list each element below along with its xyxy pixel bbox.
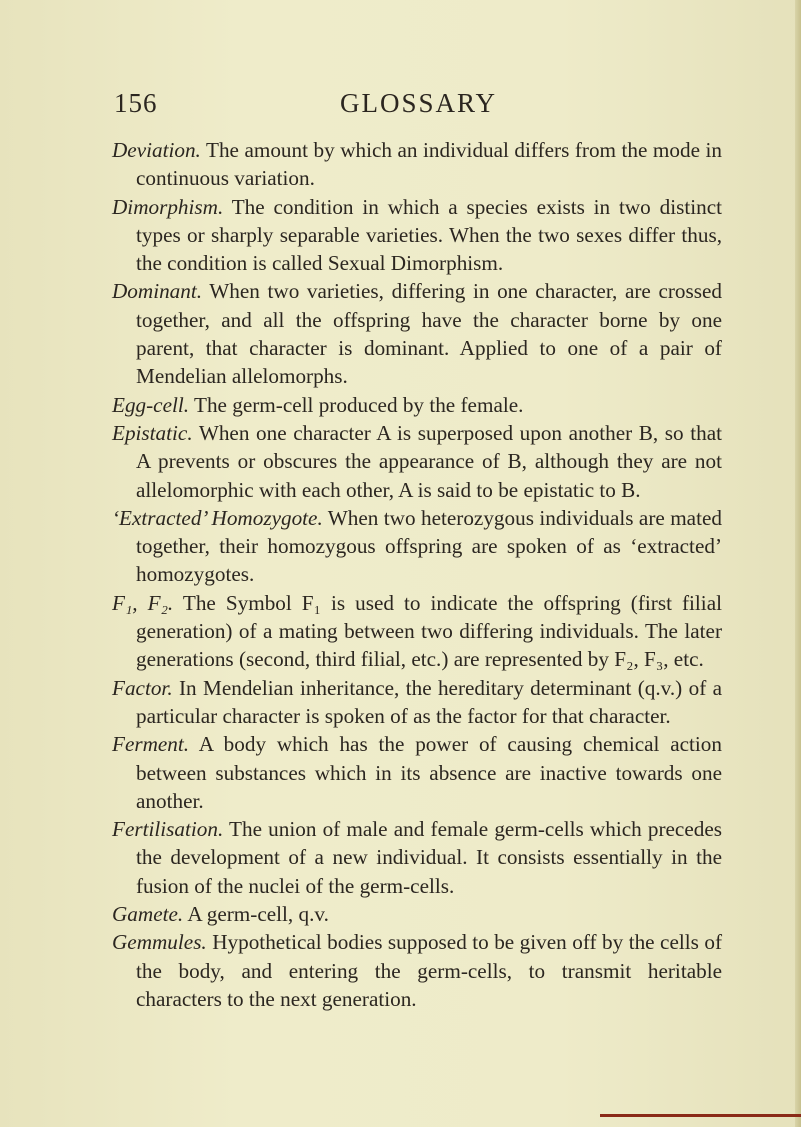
entry-definition: When two varieties, differing in one character, are crossed together, and all the offspring have the character borne by one parent, that character is dominant. Applied to one of a pair of Mendelian allelomorphs.	[136, 279, 722, 389]
page-number: 156	[114, 88, 158, 118]
entry-term: F₁, F₂.	[112, 590, 174, 615]
entry-definition: The Symbol F₁ is used to indicate the offspring (first filial generation) of a mating between two differing individuals. The later generations (second, third filial, etc.) are represented by F₂, F₃, etc.	[136, 590, 722, 672]
glossary-entry-epistatic	[112, 419, 722, 504]
entry-definition: In Mendelian inheritance, the hereditary determinant (q.v.) of a particular character is spoken of as the factor for that character.	[136, 675, 723, 728]
glossary-entry-deviation	[112, 136, 722, 193]
running-head	[0, 88, 801, 124]
glossary-entry-fertilisation	[112, 815, 722, 900]
entry-definition: The amount by which an individual differs from the mode in continuous variation.	[136, 138, 722, 191]
glossary-entry-ferment	[112, 730, 722, 815]
entry-term: Deviation.	[112, 138, 201, 162]
entry-term: Gemmules.	[112, 930, 207, 955]
entry-definition: The condition in which a species exists in two distinct types or sharply separable varieties. When the two sexes differ thus, the condition is called Sexual Dimorphism.	[136, 194, 722, 276]
entry-term: ‘Extracted’ Homozygote.	[112, 505, 323, 530]
page-title: GLOSSARY	[340, 88, 498, 118]
entry-term: Factor.	[112, 675, 173, 700]
entry-term: Dimorphism.	[112, 194, 224, 219]
glossary-entry-extracted-homozygote	[112, 504, 722, 589]
entry-definition: When one character A is superposed upon another B, so that A prevents or obscures the appearance of B, although they are not allelomorphic with each other, A is said to be epistatic to B.	[136, 420, 722, 502]
bottom-rule	[600, 1114, 801, 1117]
glossary-entries	[112, 136, 722, 1013]
glossary-entry-dominant	[112, 277, 722, 390]
entry-definition: A germ-cell, q.v.	[187, 902, 329, 927]
entry-term: Epistatic.	[112, 420, 193, 445]
entry-definition: When two heterozygous individuals are mated together, their homozygous offspring are spoken of as ‘extracted’ homozygotes.	[136, 505, 722, 587]
entry-definition: Hypothetical bodies supposed to be given off by the cells of the body, and entering the germ-cells, to transmit heritable characters to the next generation.	[136, 930, 722, 1011]
entry-term: Fertilisation.	[112, 817, 224, 842]
entry-definition: The union of male and female germ-cells which precedes the development of a new individual. It consists essentially in the fusion of the nuclei of the germ-cells.	[136, 817, 722, 898]
entry-definition: A body which has the power of causing chemical action between substances which in its absence are inactive towards one another.	[136, 732, 722, 813]
entry-term: Dominant.	[112, 279, 203, 304]
glossary-entry-gamete	[112, 900, 722, 928]
glossary-entry-factor	[112, 674, 722, 731]
glossary-entry-f1-f2	[112, 589, 722, 674]
entry-definition: The germ-cell produced by the female.	[194, 392, 524, 417]
entry-term: Ferment.	[112, 732, 190, 757]
glossary-entry-egg-cell	[112, 391, 722, 419]
entry-term: Egg-cell.	[112, 392, 190, 417]
entry-term: Gamete.	[112, 902, 184, 927]
glossary-entry-dimorphism	[112, 193, 722, 278]
page-edge	[795, 0, 801, 1127]
glossary-entry-gemmules	[112, 928, 722, 1013]
